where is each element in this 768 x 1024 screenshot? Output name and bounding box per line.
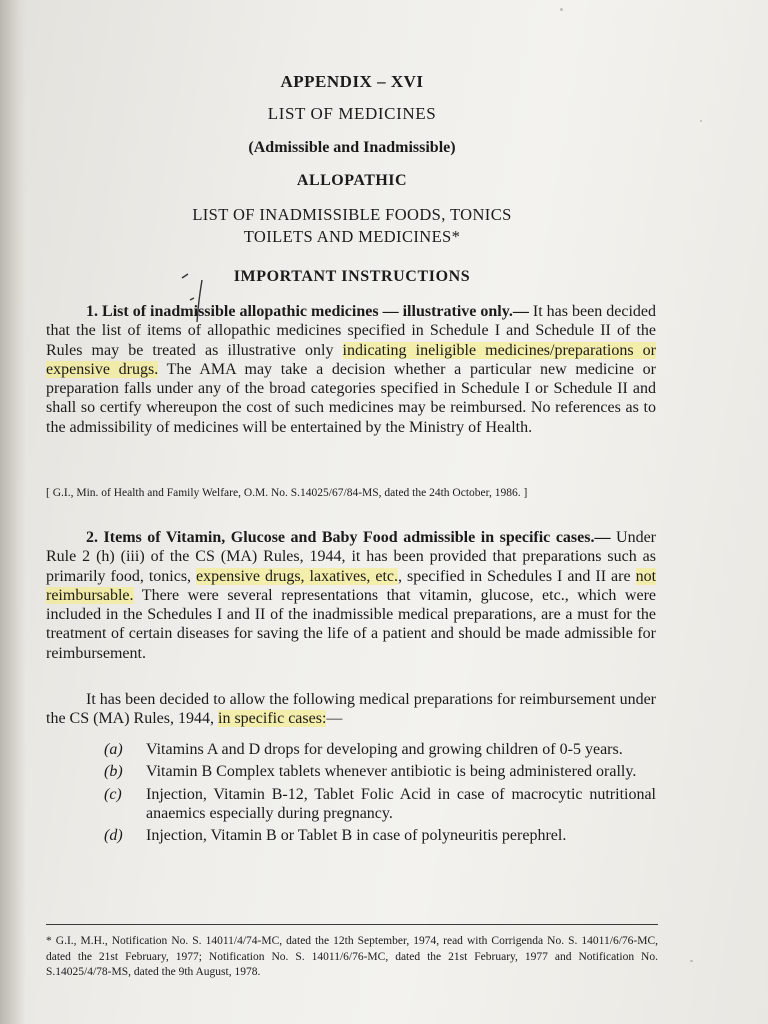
- section-2-highlight-2: not reimbursable.: [46, 567, 657, 604]
- section-2-text-a: Under Rule 2 (h) (iii) of the CS (MA) Rules, 1944, it has been provided that preparations such as primarily food, tonics,: [46, 529, 657, 585]
- paper-speck: [690, 960, 693, 962]
- paper-speck: [700, 120, 702, 122]
- section-2-para2-text-a: It has been decided to allow the following medical preparations for reimbursement under the CS (MA) Rules, 1944,: [46, 691, 656, 728]
- section-2-heading: 2. Items of Vitamin, Glucose and Baby Food admissible in specific cases.—: [86, 529, 611, 546]
- instructions-heading: IMPORTANT INSTRUCTIONS: [233, 268, 471, 285]
- section-2-highlight-1: expensive drugs, laxatives, etc.: [196, 567, 399, 585]
- list-item-label: (a): [104, 741, 123, 758]
- pen-mark-icon: [180, 270, 220, 330]
- list-item-label: (d): [104, 827, 123, 845]
- footnote: * G.I., M.H., Notification No. S. 14011/4/74-MC, dated the 12th September, 1974, read with Corrigenda No. S. 14011/6/76-MC, dated the 21st February, 1977; Notification No. S. 14011/6/76-MC, dated the 21st February, 1977 and Notification No. S.14025/4/78-MS, dated the 9th August, 1978.: [46, 935, 658, 978]
- list-item: [104, 785, 656, 824]
- section-1-heading: 1. List of inadmissible allopathic medicines — illustrative only.—: [86, 303, 529, 320]
- system-heading: ALLOPATHIC: [296, 172, 408, 189]
- medicine-list: [104, 740, 656, 848]
- list-item: [104, 740, 656, 759]
- list-title: [46, 204, 658, 248]
- footnote-divider: [46, 924, 658, 925]
- page-edge-shadow: [0, 0, 26, 1024]
- page-subtitle: (Admissible and Inadmissible): [248, 139, 456, 156]
- list-item-text: Injection, Vitamin B or Tablet B in case of polyneuritis perephrel.: [146, 827, 567, 845]
- paper-speck: [560, 8, 563, 11]
- list-item: [104, 826, 656, 845]
- list-item-label: (c): [104, 785, 122, 803]
- appendix-heading: APPENDIX – XVI: [280, 72, 424, 91]
- list-item-text: Vitamins A and D drops for developing and growing children of 0-5 years.: [146, 741, 623, 758]
- list-item: [104, 762, 656, 781]
- section-2-text-c: There were several representations that vitamin, glucose, etc., which were included in the Schedules I and II of the inadmissible medical preparations, are a must for the treatment of certain diseases for saving the life of a patient and should be made admissible for reimbursement.: [46, 586, 656, 662]
- section-2-para2-highlight: in specific cases:: [218, 710, 327, 728]
- section-1-text-b: The AMA may take a decision whether a particular new medicine or preparation falls under any of the broad categories specified in Schedule I or Schedule II and shall so certify whereupon the cost of such medicines may be reimbursed. No references as to the admissibility of medicines will be entertained by the Ministry of Health.: [46, 360, 656, 436]
- list-title-line2: TOILETS AND MEDICINES*: [243, 227, 461, 246]
- section-1-paragraph: [46, 302, 656, 437]
- section-1-citation: [ G.I., Min. of Health and Family Welfare, O.M. No. S.14025/67/84-MS, dated the 24th October, 1986. ]: [46, 487, 528, 499]
- section-2-text-b: , specified in Schedules I and II are: [398, 567, 636, 585]
- section-2-paragraph-2: [46, 690, 656, 729]
- list-item-label: (b): [104, 763, 123, 781]
- section-1-highlight: indicating ineligible medicines/preparations or expensive drugs.: [46, 341, 656, 378]
- section-1-text-a: It has been decided that the list of items of allopathic medicines specified in Schedule I and Schedule II of the Rules may be treated as illustrative only: [46, 303, 656, 359]
- section-2-para2-text-b: —: [326, 710, 343, 728]
- list-title-line1: LIST OF INADMISSIBLE FOODS, TONICS: [192, 205, 512, 224]
- list-item-text: Vitamin B Complex tablets whenever antibiotic is being administered orally.: [146, 763, 637, 781]
- list-item-text: Injection, Vitamin B-12, Tablet Folic Acid in case of macrocytic nutritional anaemics especially during pregnancy.: [146, 785, 656, 822]
- page-title: LIST OF MEDICINES: [267, 104, 437, 123]
- section-2-paragraph: [46, 528, 656, 663]
